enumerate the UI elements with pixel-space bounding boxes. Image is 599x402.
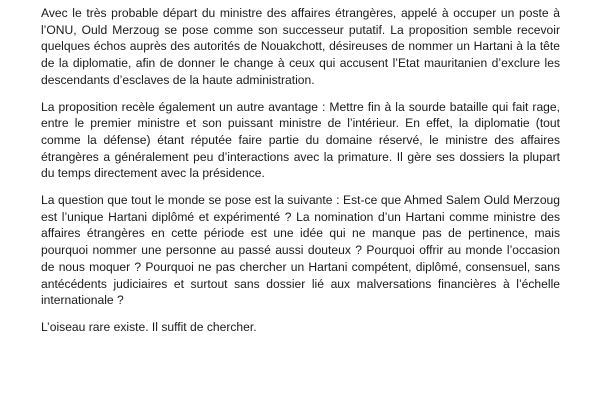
- paragraph-2: La proposition recèle également un autre avantage : Mettre fin à la sourde bataille qui fait rage, entre le premier ministre et son puissant ministre de l’intérieur. En effet, la diplomatie (tout comme la défense) étant réputée faire partie du domaine réservé, le ministre des affaires étrangères a généralement peu d’interactions avec la primature. Il gère ses dossiers la plupart du temps directement avec la présidence.: [41, 99, 560, 181]
- document-body: [41, 5, 560, 346]
- paragraph-3: La question que tout le monde se pose est la suivante : Est-ce que Ahmed Salem Ould Merzoug est l’unique Hartani diplômé et expérimenté ? La nomination d’un Hartani comme ministre des affaires étrangères en cette période est une idée qui ne manque pas de pertinence, mais pourquoi nommer une personne au passé aussi douteux ? Pourquoi offrir au monde l’occasion de nous moquer ? Pourquoi ne pas chercher un Hartani compétent, diplômé, consensuel, sans antécédents judiciaires et surtout sans dossier lié aux malversations financières à l’échelle internationale ?: [41, 193, 560, 308]
- paragraph-1: Avec le très probable départ du ministre des affaires étrangères, appelé à occuper un poste à l’ONU, Ould Merzoug se pose comme son successeur putatif. La proposition semble recevoir quelques échos auprès des autorités de Nouakchott, désireuses de nommer un Hartani à la tête de la diplomatie, afin de donner le change à ceux qui accusent l’Etat mauritanien d’exclure les descendants d’esclaves de la haute administration.: [41, 6, 560, 87]
- paragraph-4: L’oiseau rare existe. Il suffit de chercher.: [41, 319, 257, 334]
